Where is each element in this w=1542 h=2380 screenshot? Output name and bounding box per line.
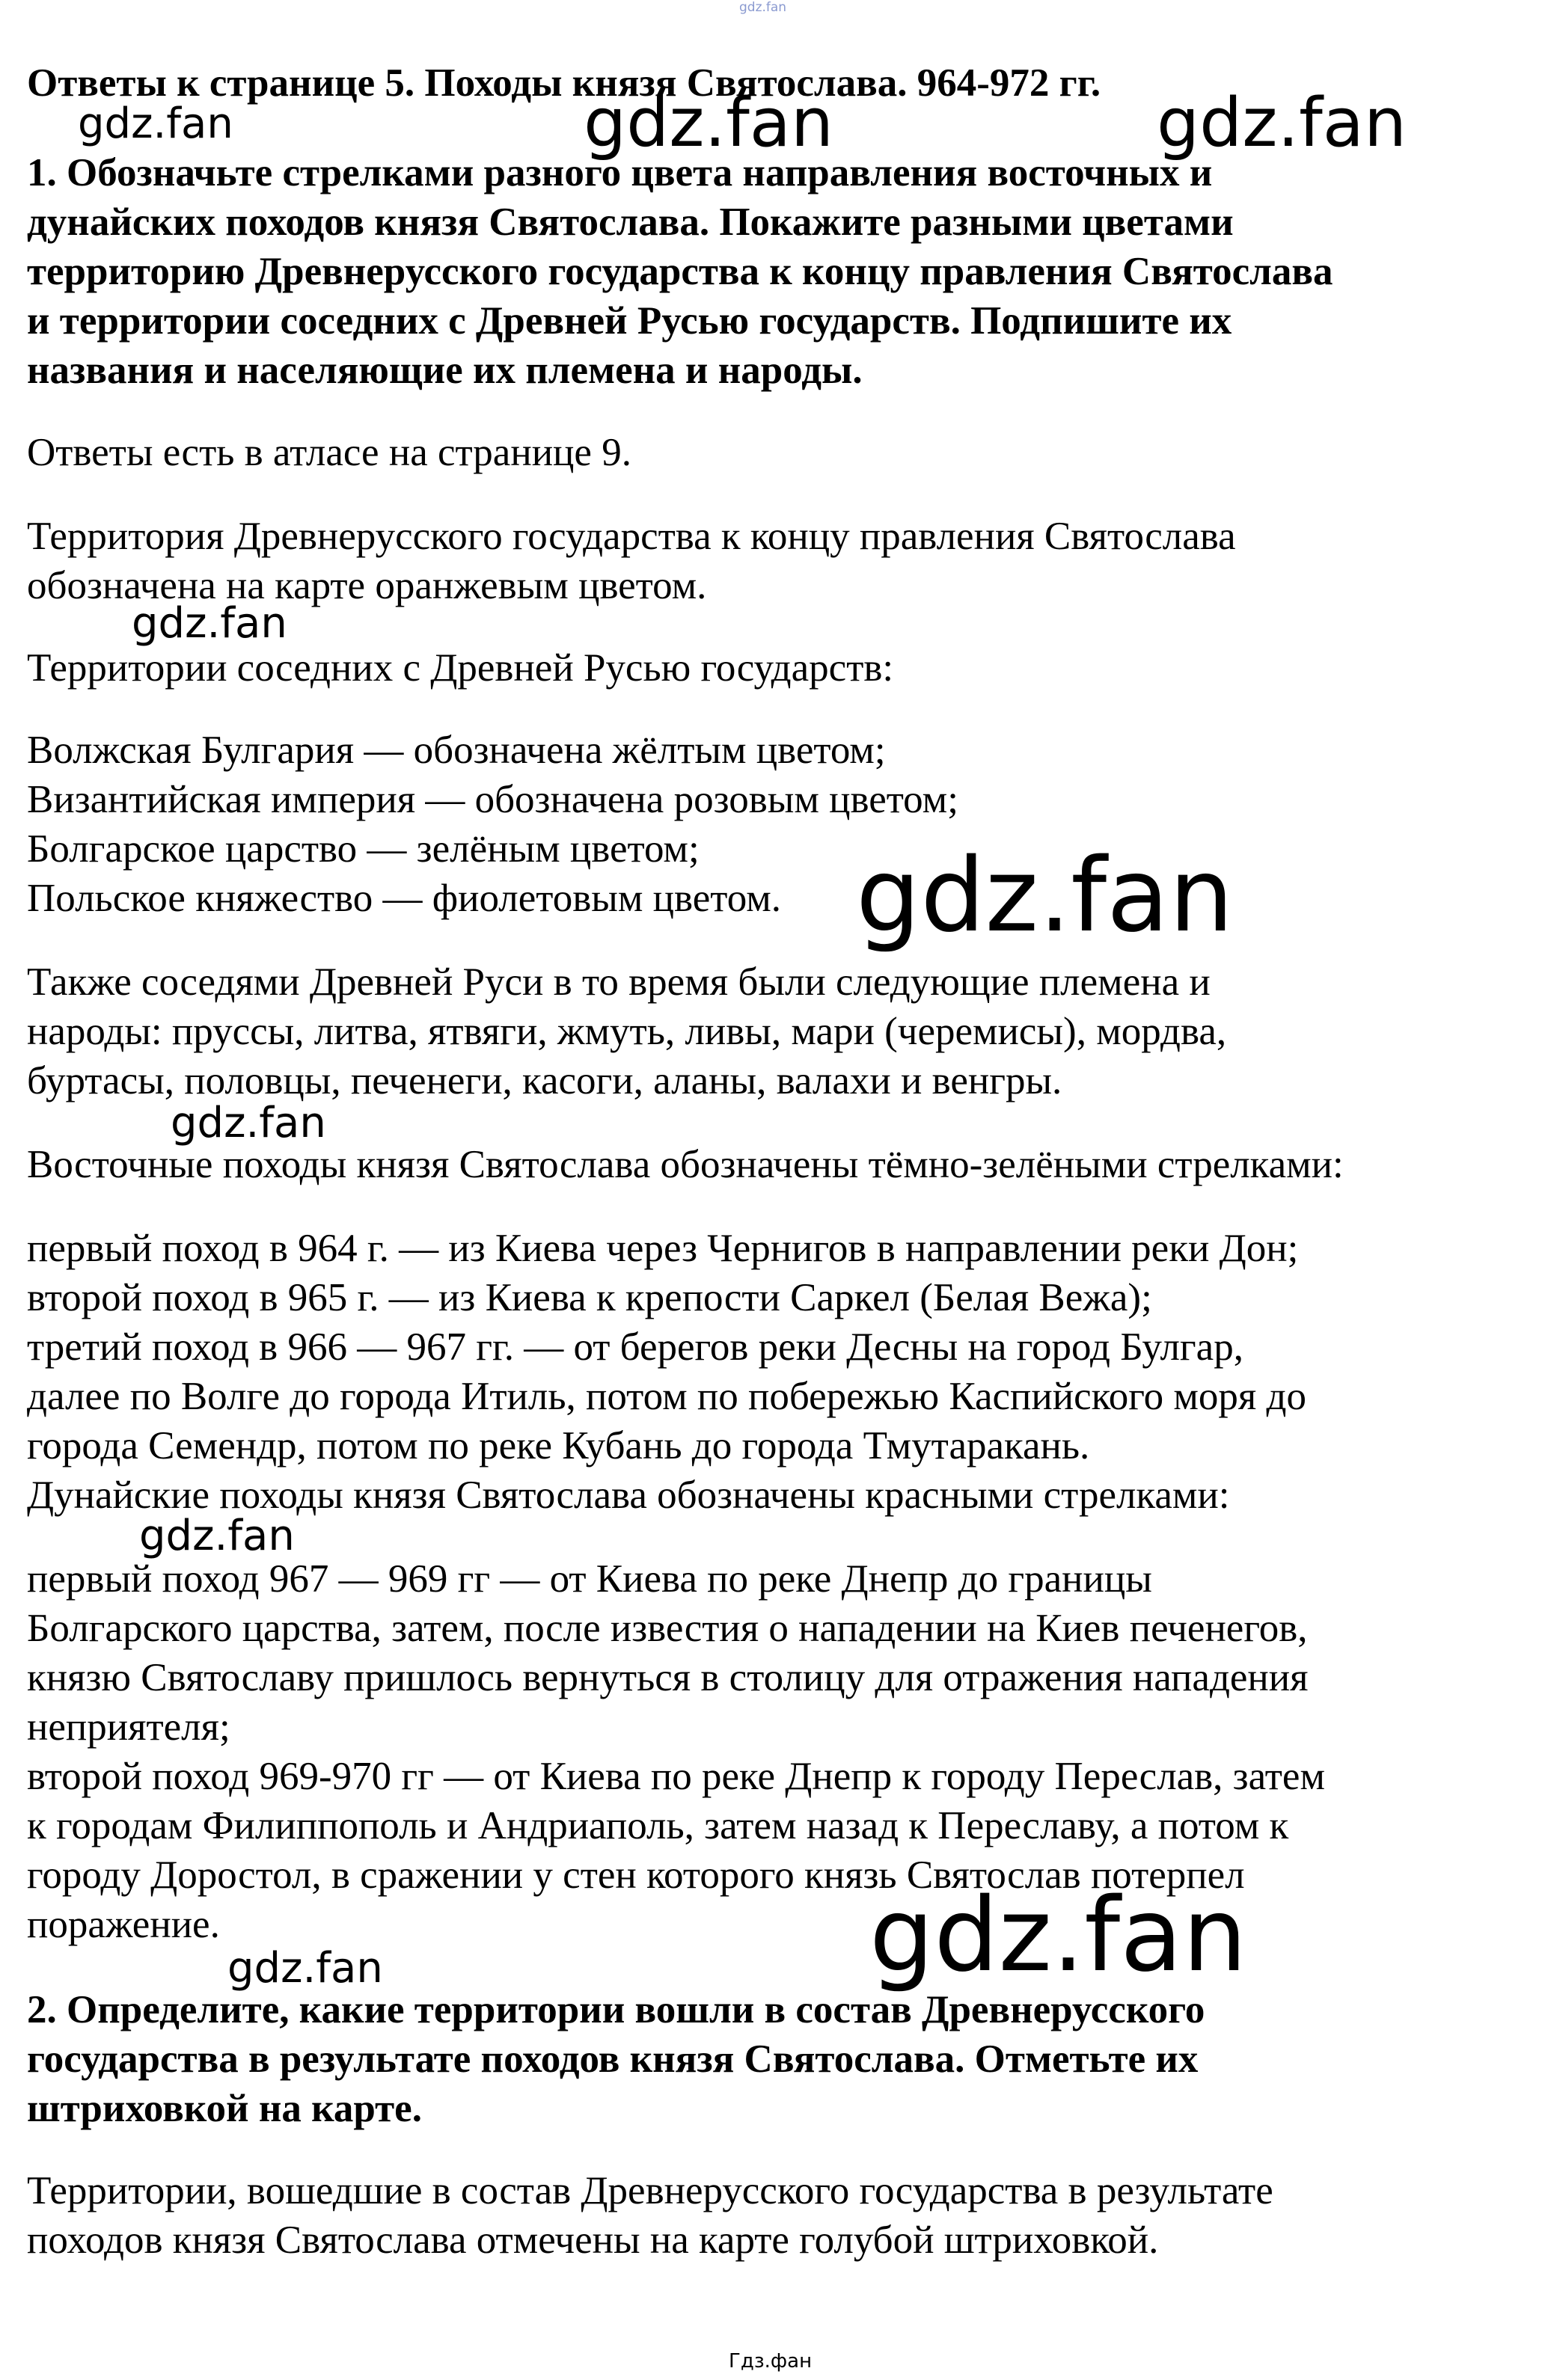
top-watermark: gdz.fan	[739, 0, 787, 15]
question-2-line: государства в результате походов князя Святослава. Отметьте их	[27, 2037, 1199, 2081]
campaign-line: князю Святославу пришлось вернуться в столицу для отражения нападения	[27, 1656, 1309, 1699]
campaign-line: неприятеля;	[27, 1705, 230, 1749]
question-1-line: и территории соседних с Древней Русью государств. Подпишите их	[27, 299, 1232, 343]
campaign-line: к городам Филиппополь и Андриаполь, затем назад к Переславу, а потом к	[27, 1804, 1289, 1847]
question-1-line: названия и населяющие их племена и народы.	[27, 349, 863, 392]
neighbor-item: Византийская империя — обозначена розовым цветом;	[27, 778, 958, 821]
territory-paragraph-line: обозначена на карте оранжевым цветом.	[27, 564, 707, 607]
page-title: Ответы к странице 5. Походы князя Святослава. 964-972 гг.	[27, 61, 1101, 105]
watermark-text: gdz.fan	[132, 599, 287, 648]
watermark-text: gdz.fan	[139, 1512, 295, 1560]
tribes-paragraph-line: народы: пруссы, литва, ятвяги, жмуть, ливы, мари (черемисы), мордва,	[27, 1010, 1227, 1053]
east-campaigns-heading: Восточные походы князя Святослава обозначены тёмно-зелёными стрелками:	[27, 1143, 1344, 1186]
campaign-line: городу Доростол, в сражении у стен которого князь Святослав потерпел	[27, 1853, 1245, 1897]
neighbor-item: Болгарское царство — зелёным цветом;	[27, 827, 700, 871]
watermark-text: gdz.fan	[869, 1877, 1247, 1995]
watermark-text: gdz.fan	[227, 1944, 383, 1993]
neighbor-item: Волжская Булгария — обозначена жёлтым цветом;	[27, 729, 886, 772]
answer-2-line: Территории, вошедшие в состав Древнерусского государства в результате	[27, 2169, 1273, 2212]
campaign-line: второй поход в 965 г. — из Киева к крепости Саркел (Белая Вежа);	[27, 1276, 1152, 1319]
watermark-text: gdz.fan	[78, 99, 233, 148]
question-2-line: 2. Определите, какие территории вошли в состав Древнерусского	[27, 1988, 1205, 2031]
tribes-paragraph-line: буртасы, половцы, печенеги, касоги, аланы, валахи и венгры.	[27, 1059, 1062, 1102]
answer-2-line: походов князя Святослава отмечены на карте голубой штриховкой.	[27, 2218, 1159, 2262]
question-1-line: территорию Древнерусского государства к концу правления Святослава	[27, 250, 1333, 293]
neighbors-heading: Территории соседних с Древней Русью государств:	[27, 646, 894, 690]
question-2-line: штриховкой на карте.	[27, 2087, 422, 2130]
campaign-line: поражение.	[27, 1903, 220, 1946]
watermark-text: gdz.fan	[856, 837, 1234, 955]
campaign-line: третий поход в 966 — 967 гг. — от берегов реки Десны на город Булгар,	[27, 1325, 1243, 1369]
campaign-line: второй поход 969-970 гг — от Киева по реке Днепр к городу Переслав, затем	[27, 1755, 1325, 1798]
watermark-text: gdz.fan	[1157, 84, 1407, 162]
tribes-paragraph-line: Также соседями Древней Руси в то время были следующие племена и	[27, 960, 1211, 1004]
watermark-text: gdz.fan	[171, 1099, 326, 1147]
watermark-text: gdz.fan	[584, 84, 833, 162]
neighbor-item: Польское княжество — фиолетовым цветом.	[27, 877, 782, 920]
campaign-line: далее по Волге до города Итиль, потом по побережью Каспийского моря до	[27, 1375, 1307, 1418]
campaign-line: первый поход в 964 г. — из Киева через Чернигов в направлении реки Дон;	[27, 1227, 1299, 1270]
campaign-line: первый поход 967 — 969 гг — от Киева по реке Днепр до границы	[27, 1557, 1152, 1601]
campaign-line: города Семендр, потом по реке Кубань до города Тмутаракань.	[27, 1424, 1090, 1467]
danube-campaigns-heading: Дунайские походы князя Святослава обозначены красными стрелками:	[27, 1473, 1230, 1517]
question-1-line: 1. Обозначьте стрелками разного цвета направления восточных и	[27, 151, 1213, 194]
campaign-line: Болгарского царства, затем, после известия о нападении на Киев печенегов,	[27, 1607, 1308, 1650]
page-footer: Гдз.фан	[729, 2350, 813, 2373]
atlas-reference: Ответы есть в атласе на странице 9.	[27, 431, 631, 474]
question-1-line: дунайских походов князя Святослава. Покажите разными цветами	[27, 200, 1234, 244]
territory-paragraph-line: Территория Древнерусского государства к концу правления Святослава	[27, 515, 1236, 558]
